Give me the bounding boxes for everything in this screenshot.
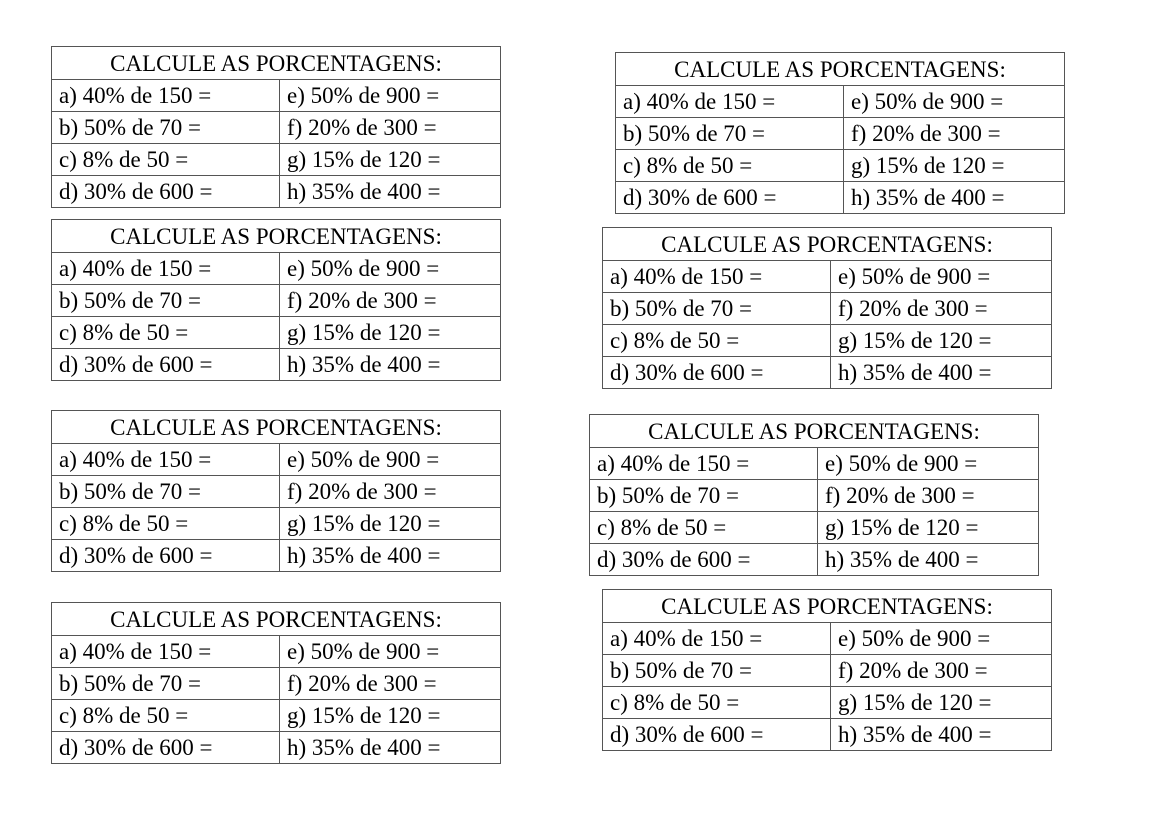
exercise-cell: c) 8% de 50 =	[603, 325, 831, 357]
table-row	[603, 293, 1052, 325]
exercise-cell: f) 20% de 300 =	[280, 285, 501, 317]
exercise-cell: g) 15% de 120 =	[844, 150, 1065, 182]
table-row	[52, 668, 501, 700]
exercise-cell: d) 30% de 600 =	[616, 182, 844, 214]
table-row	[52, 80, 501, 112]
table-row	[590, 448, 1039, 480]
exercise-cell: f) 20% de 300 =	[280, 476, 501, 508]
exercise-cell: g) 15% de 120 =	[831, 325, 1052, 357]
table-row	[603, 719, 1052, 751]
exercise-cell: e) 50% de 900 =	[831, 261, 1052, 293]
table-row	[52, 476, 501, 508]
card-title: CALCULE AS PORCENTAGENS:	[52, 603, 501, 636]
exercise-card	[602, 589, 1052, 751]
exercise-cell: g) 15% de 120 =	[280, 317, 501, 349]
exercise-cell: b) 50% de 70 =	[52, 285, 280, 317]
table-row	[603, 623, 1052, 655]
exercise-cell: h) 35% de 400 =	[280, 349, 501, 381]
exercise-cell: f) 20% de 300 =	[831, 655, 1052, 687]
exercise-cell: c) 8% de 50 =	[52, 508, 280, 540]
exercise-cell: g) 15% de 120 =	[818, 512, 1039, 544]
table-row	[603, 687, 1052, 719]
exercise-cell: h) 35% de 400 =	[818, 544, 1039, 576]
card-title: CALCULE AS PORCENTAGENS:	[52, 220, 501, 253]
exercise-card	[615, 52, 1065, 214]
exercise-cell: c) 8% de 50 =	[52, 317, 280, 349]
exercise-cell: e) 50% de 900 =	[280, 80, 501, 112]
exercise-cell: f) 20% de 300 =	[844, 118, 1065, 150]
table-row	[616, 86, 1065, 118]
exercise-cell: a) 40% de 150 =	[52, 444, 280, 476]
card-title: CALCULE AS PORCENTAGENS:	[603, 228, 1052, 261]
exercise-cell: e) 50% de 900 =	[818, 448, 1039, 480]
exercise-card	[589, 414, 1039, 576]
exercise-cell: b) 50% de 70 =	[52, 476, 280, 508]
table-row	[603, 261, 1052, 293]
exercise-cell: a) 40% de 150 =	[590, 448, 818, 480]
exercise-card	[51, 602, 501, 764]
table-row	[52, 112, 501, 144]
table-row	[52, 508, 501, 540]
card-title: CALCULE AS PORCENTAGENS:	[52, 47, 501, 80]
exercise-cell: h) 35% de 400 =	[280, 732, 501, 764]
exercise-cell: c) 8% de 50 =	[52, 144, 280, 176]
exercise-cell: h) 35% de 400 =	[280, 176, 501, 208]
exercise-cell: d) 30% de 600 =	[603, 719, 831, 751]
exercise-cell: f) 20% de 300 =	[280, 668, 501, 700]
exercise-cell: e) 50% de 900 =	[831, 623, 1052, 655]
card-title: CALCULE AS PORCENTAGENS:	[52, 411, 501, 444]
exercise-cell: f) 20% de 300 =	[818, 480, 1039, 512]
table-row	[52, 444, 501, 476]
exercise-cell: a) 40% de 150 =	[616, 86, 844, 118]
exercise-cell: a) 40% de 150 =	[603, 623, 831, 655]
exercise-cell: g) 15% de 120 =	[280, 700, 501, 732]
table-row	[52, 144, 501, 176]
card-title: CALCULE AS PORCENTAGENS:	[590, 415, 1039, 448]
exercise-cell: b) 50% de 70 =	[52, 668, 280, 700]
card-title: CALCULE AS PORCENTAGENS:	[603, 590, 1052, 623]
exercise-cell: d) 30% de 600 =	[590, 544, 818, 576]
exercise-cell: h) 35% de 400 =	[831, 719, 1052, 751]
exercise-cell: a) 40% de 150 =	[603, 261, 831, 293]
table-row	[52, 700, 501, 732]
exercise-cell: c) 8% de 50 =	[616, 150, 844, 182]
table-row	[590, 512, 1039, 544]
exercise-cell: h) 35% de 400 =	[844, 182, 1065, 214]
exercise-cell: f) 20% de 300 =	[831, 293, 1052, 325]
exercise-cell: c) 8% de 50 =	[52, 700, 280, 732]
exercise-cell: e) 50% de 900 =	[844, 86, 1065, 118]
table-row	[590, 544, 1039, 576]
exercise-cell: b) 50% de 70 =	[603, 655, 831, 687]
exercise-cell: e) 50% de 900 =	[280, 444, 501, 476]
table-row	[616, 182, 1065, 214]
exercise-cell: e) 50% de 900 =	[280, 253, 501, 285]
exercise-cell: a) 40% de 150 =	[52, 253, 280, 285]
table-row	[52, 349, 501, 381]
exercise-cell: h) 35% de 400 =	[831, 357, 1052, 389]
exercise-cell: b) 50% de 70 =	[616, 118, 844, 150]
exercise-cell: d) 30% de 600 =	[52, 176, 280, 208]
exercise-cell: a) 40% de 150 =	[52, 636, 280, 668]
table-row	[616, 150, 1065, 182]
exercise-card	[51, 46, 501, 208]
exercise-card	[51, 219, 501, 381]
exercise-cell: f) 20% de 300 =	[280, 112, 501, 144]
table-row	[590, 480, 1039, 512]
exercise-cell: b) 50% de 70 =	[590, 480, 818, 512]
table-row	[52, 636, 501, 668]
exercise-cell: a) 40% de 150 =	[52, 80, 280, 112]
exercise-cell: c) 8% de 50 =	[603, 687, 831, 719]
exercise-card	[602, 227, 1052, 389]
exercise-cell: b) 50% de 70 =	[603, 293, 831, 325]
exercise-cell: c) 8% de 50 =	[590, 512, 818, 544]
exercise-cell: d) 30% de 600 =	[52, 349, 280, 381]
exercise-cell: g) 15% de 120 =	[831, 687, 1052, 719]
table-row	[52, 176, 501, 208]
exercise-cell: h) 35% de 400 =	[280, 540, 501, 572]
table-row	[603, 655, 1052, 687]
table-row	[603, 357, 1052, 389]
table-row	[52, 540, 501, 572]
table-row	[52, 317, 501, 349]
card-title: CALCULE AS PORCENTAGENS:	[616, 53, 1065, 86]
exercise-cell: b) 50% de 70 =	[52, 112, 280, 144]
table-row	[52, 732, 501, 764]
exercise-cell: g) 15% de 120 =	[280, 508, 501, 540]
exercise-cell: g) 15% de 120 =	[280, 144, 501, 176]
table-row	[603, 325, 1052, 357]
exercise-cell: d) 30% de 600 =	[52, 732, 280, 764]
exercise-cell: d) 30% de 600 =	[52, 540, 280, 572]
table-row	[616, 118, 1065, 150]
exercise-card	[51, 410, 501, 572]
exercise-cell: e) 50% de 900 =	[280, 636, 501, 668]
table-row	[52, 285, 501, 317]
exercise-cell: d) 30% de 600 =	[603, 357, 831, 389]
table-row	[52, 253, 501, 285]
